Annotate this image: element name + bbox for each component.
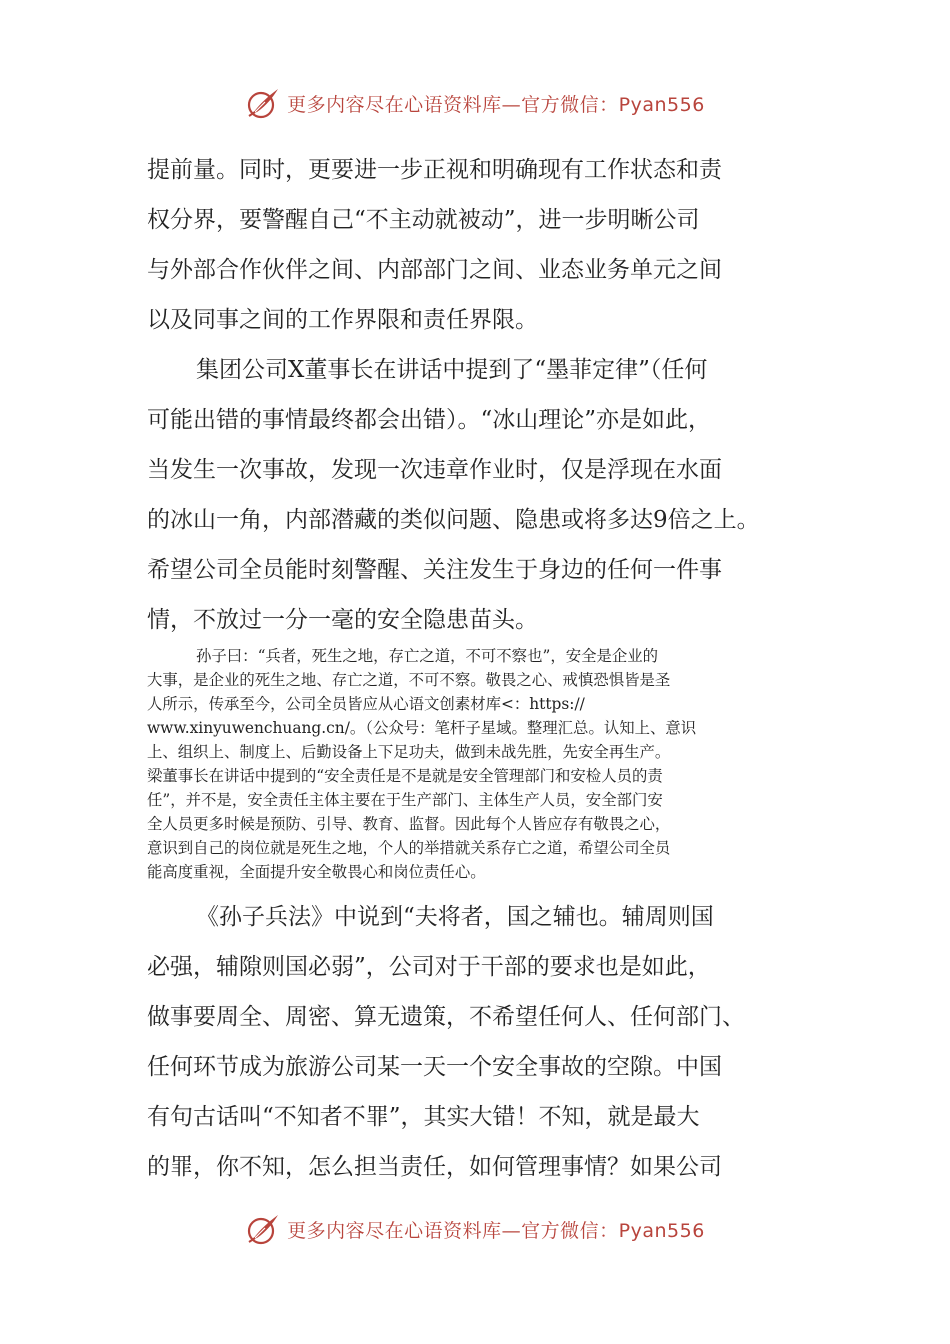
paragraph2-line: 情，不放过一分一毫的安全隐患苗头。 [147,607,538,633]
paragraph3-line: 上、组织上、制度上、后勤设备上下足功夫，做到未战先胜，先安全再生产。 [147,743,671,761]
paragraph2-line: 希望公司全员能时刻警醒、关注发生于身边的任何一件事 [147,557,722,583]
paragraph3-line: 能高度重视，全面提升安全敬畏心和岗位责任心。 [147,863,486,881]
paragraph1-line: 权分界，要警醒自己“不主动就被动”，进一步明晰公司 [147,207,700,233]
paragraph4-line: 做事要周全、周密、算无遗策，不希望任何人、任何部门、 [147,1004,745,1030]
paragraph2-line: 当发生一次事故，发现一次违章作业时，仅是浮现在水面 [147,457,722,483]
paragraph3-line: www.xinyuwenchuang.cn/。（公众号：笔杆子星域。整理汇总。认知上、意识 [147,719,697,737]
quill-pen-logo-icon [245,85,281,121]
banner-caption: 更多内容尽在心语资料库—官方微信： [287,93,619,116]
paragraph2-line: 的冰山一角，内部潜藏的类似问题、隐患或将多达9倍之上。 [147,507,760,533]
banner-caption: 更多内容尽在心语资料库—官方微信： [287,1219,619,1242]
paragraph3-line: 孙子曰：“兵者，死生之地，存亡之道，不可不察也”，安全是企业的 [196,647,659,665]
paragraph3-line: 人所示，传承至今，公司全员皆应从心语文创素材库<：https:// [147,695,585,713]
banner-wechat-id: Pyan556 [618,1219,705,1242]
paragraph3-line: 意识到自己的岗位就是死生之地，个人的举措就关系存亡之道，希望公司全员 [147,839,671,857]
paragraph3-line: 梁董事长在讲话中提到的“安全责任是不是就是安全管理部门和安检人员的责 [147,767,663,785]
paragraph4-line: 《孙子兵法》中说到“夫将者，国之辅也。辅周则国 [196,904,714,930]
paragraph1-line: 以及同事之间的工作界限和责任界限。 [147,307,538,333]
paragraph4-line: 必强，辅隙则国必弱”，公司对于干部的要求也是如此， [147,954,711,980]
banner-text [287,90,705,117]
paragraph3-line: 全人员更多时候是预防、引导、教育、监督。因此每个人皆应存有敬畏之心， [147,815,671,833]
banner-wechat-id: Pyan556 [618,93,705,116]
header-banner [0,83,950,123]
paragraph2-line: 集团公司X董事长在讲话中提到了“墨菲定律”（任何 [196,357,708,383]
quill-pen-logo-icon [245,1211,281,1247]
paragraph4-line: 的罪，你不知，怎么担当责任，如何管理事情？如果公司 [147,1154,722,1180]
paragraph3-line: 大事，是企业的死生之地、存亡之道，不可不察。敬畏之心、戒慎恐惧皆是圣 [147,671,671,689]
banner-text [287,1216,705,1243]
paragraph4-line: 任何环节成为旅游公司某一天一个安全事故的空隙。中国 [147,1054,722,1080]
footer-banner [0,1209,950,1249]
paragraph1-line: 与外部合作伙伴之间、内部部门之间、业态业务单元之间 [147,257,722,283]
paragraph2-line: 可能出错的事情最终都会出错）。“冰山理论”亦是如此， [147,407,712,433]
paragraph3-line: 任”，并不是，安全责任主体主要在于生产部门、主体生产人员，安全部门安 [147,791,663,809]
paragraph4-line: 有句古话叫“不知者不罪”，其实大错！不知，就是最大 [147,1104,700,1130]
paragraph1-line: 提前量。同时，更要进一步正视和明确现有工作状态和责 [147,157,722,183]
